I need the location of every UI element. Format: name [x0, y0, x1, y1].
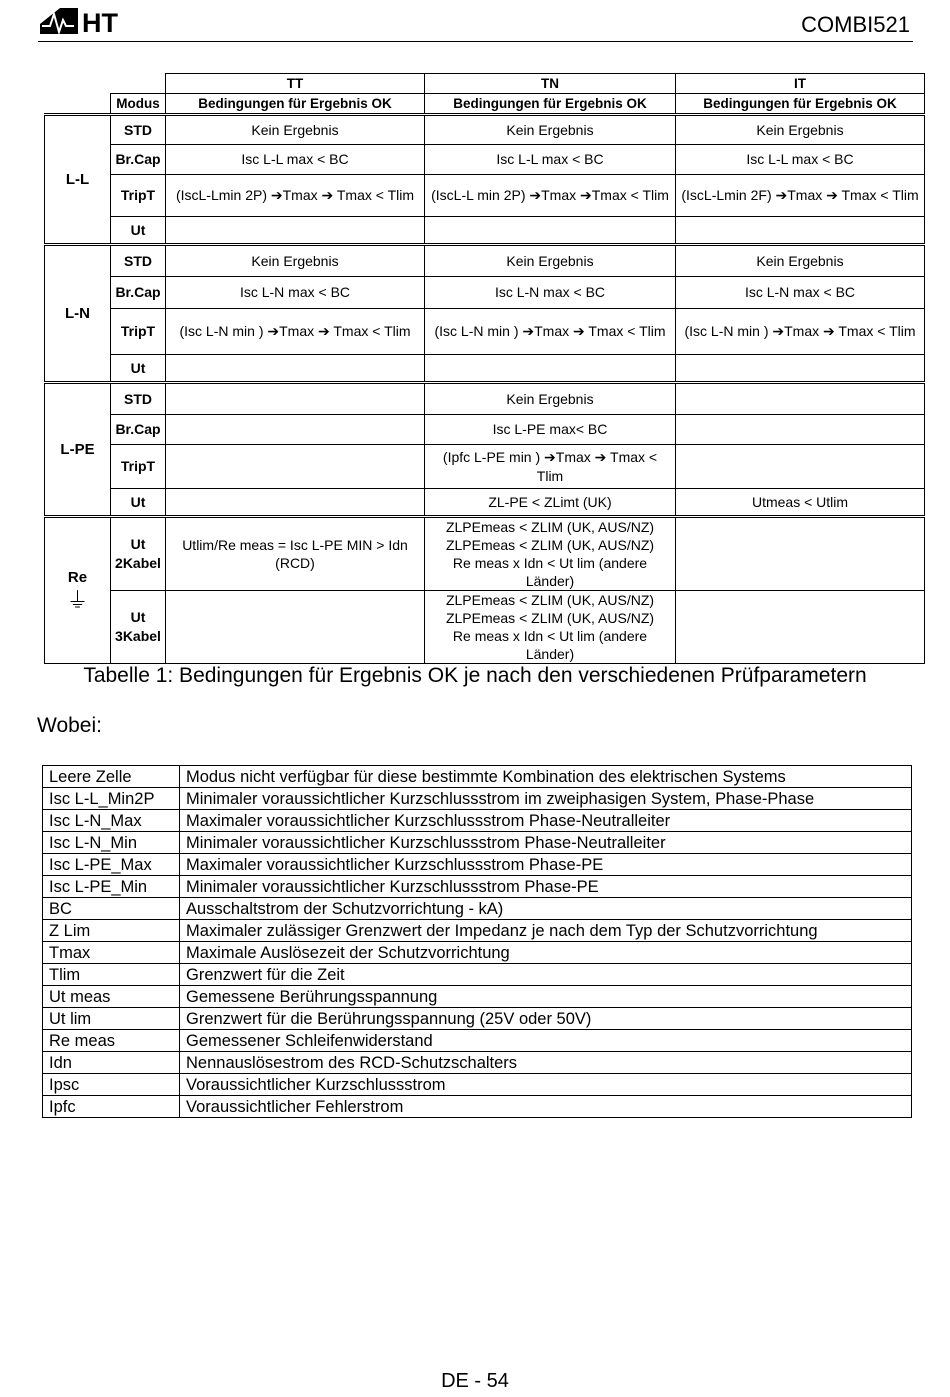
legend-desc: Ausschaltstrom der Schutzvorrichtung - kA)	[180, 898, 912, 920]
legend-row	[43, 1096, 912, 1118]
re-3kabel-row	[45, 591, 925, 664]
mode-label	[111, 517, 166, 591]
legend-row	[43, 766, 912, 788]
cell-tn: (Ipfc L-PE min ) ➔Tmax ➔ Tmax < Tlim	[425, 445, 676, 489]
legend-term: Isc L-N_Max	[43, 810, 180, 832]
legend-row	[43, 986, 912, 1008]
ln-ut-row	[45, 355, 925, 383]
legend-term: BC	[43, 898, 180, 920]
header-it: IT	[676, 74, 925, 94]
group-label-ln: L-N	[45, 245, 111, 383]
lpe-tript-row	[45, 445, 925, 489]
mode-label: Ut	[111, 217, 166, 245]
empty-cell	[166, 217, 425, 245]
cell-tt: Isc L-L max < BC	[166, 145, 425, 175]
mode-label: TripT	[111, 445, 166, 489]
lpe-std-row	[45, 383, 925, 415]
mode-label-line2: 3Kabel	[115, 628, 161, 644]
cell-it: Kein Ergebnis	[676, 115, 925, 145]
cell-tn-line3: Re meas x Idn < Ut lim (andere Länder)	[452, 628, 648, 662]
ll-std-row	[45, 115, 925, 145]
legend-desc: Minimaler voraussichtlicher Kurzschlussstrom Phase-Neutralleiter	[180, 832, 912, 854]
mode-label	[111, 591, 166, 664]
legend-row	[43, 1008, 912, 1030]
cell-it: Kein Ergebnis	[676, 245, 925, 277]
mode-label: STD	[111, 115, 166, 145]
legend-row	[43, 1052, 912, 1074]
legend-desc: Maximaler zulässiger Grenzwert der Impedanz je nach dem Typ der Schutzvorrichtung	[180, 920, 912, 942]
legend-term: Re meas	[43, 1030, 180, 1052]
group-label-ll: L-L	[45, 115, 111, 245]
empty-cell	[676, 355, 925, 383]
empty-cell	[166, 591, 425, 664]
brand-text: HT	[82, 8, 118, 38]
mode-label: STD	[111, 383, 166, 415]
legend-desc: Maximaler voraussichtlicher Kurzschlussstrom Phase-Neutralleiter	[180, 810, 912, 832]
empty-cell	[425, 217, 676, 245]
legend-row	[43, 898, 912, 920]
cell-tt: (Isc L-N min ) ➔Tmax ➔ Tmax < Tlim	[166, 309, 425, 355]
header-tt: TT	[166, 74, 425, 94]
table-caption: Tabelle 1: Bedingungen für Ergebnis OK je nach den verschiedenen Prüfparametern	[83, 664, 867, 687]
legend-term: Idn	[43, 1052, 180, 1074]
cell-tt: Utlim/Re meas = Isc L-PE MIN > Idn (RCD)	[166, 517, 425, 591]
empty-cell	[166, 383, 425, 415]
cell-tn	[425, 517, 676, 591]
legend-desc: Minimaler voraussichtlicher Kurzschlussstrom im zweiphasigen System, Phase-Phase	[180, 788, 912, 810]
empty-cell	[676, 591, 925, 664]
mode-label-line1: Ut	[130, 609, 146, 625]
cell-tn-line2: ZLPEmeas < ZLIM (UK, AUS/NZ)	[445, 610, 655, 626]
cell-tt: (IscL-Lmin 2P) ➔Tmax ➔ Tmax < Tlim	[166, 175, 425, 217]
legend-desc: Gemessener Schleifenwiderstand	[180, 1030, 912, 1052]
legend-term: Ipfc	[43, 1096, 180, 1118]
legend-desc: Voraussichtlicher Kurzschlussstrom	[180, 1074, 912, 1096]
legend-row	[43, 942, 912, 964]
legend-desc: Gemessene Berührungsspannung	[180, 986, 912, 1008]
cell-tt: Kein Ergebnis	[166, 115, 425, 145]
ll-tript-row	[45, 175, 925, 217]
legend-term: Isc L-PE_Max	[43, 854, 180, 876]
empty-cell	[166, 445, 425, 489]
legend-term: Leere Zelle	[43, 766, 180, 788]
cell-it: Utmeas < Utlim	[676, 489, 925, 517]
cell-it: (IscL-Lmin 2F) ➔Tmax ➔ Tmax < Tlim	[676, 175, 925, 217]
empty-cell	[166, 415, 425, 445]
cell-tn-line1: ZLPEmeas < ZLIM (UK, AUS/NZ)	[445, 519, 655, 535]
mode-label-line1: Ut	[130, 536, 146, 552]
cell-tn: Kein Ergebnis	[425, 383, 676, 415]
cell-tn-line3: Re meas x Idn < Ut lim (andere Länder)	[452, 555, 648, 589]
mode-label: Br.Cap	[111, 277, 166, 309]
cell-tn: (IscL-L min 2P) ➔Tmax ➔Tmax < Tlim	[425, 175, 676, 217]
cell-tn	[425, 591, 676, 664]
empty-cell	[676, 517, 925, 591]
legend-term: Tlim	[43, 964, 180, 986]
legend-desc: Minimaler voraussichtlicher Kurzschlussstrom Phase-PE	[180, 876, 912, 898]
mode-label-line2: 2Kabel	[115, 555, 161, 571]
modus-header: Modus	[111, 94, 166, 115]
ht-logo	[38, 4, 130, 38]
legend-desc: Nennauslösestrom des RCD-Schutzschalters	[180, 1052, 912, 1074]
lpe-brcap-row	[45, 415, 925, 445]
legend-row	[43, 1030, 912, 1052]
cond-header-tn: Bedingungen für Ergebnis OK	[425, 94, 676, 115]
legend-desc: Maximale Auslösezeit der Schutzvorrichtung	[180, 942, 912, 964]
cell-tt: Isc L-N max < BC	[166, 277, 425, 309]
legend-desc: Voraussichtlicher Fehlerstrom	[180, 1096, 912, 1118]
cell-it: Isc L-L max < BC	[676, 145, 925, 175]
cell-tn: ZL-PE < ZLimt (UK)	[425, 489, 676, 517]
re-2kabel-row	[45, 517, 925, 591]
group-label-lpe: L-PE	[45, 383, 111, 517]
empty-cell	[425, 355, 676, 383]
legend-row	[43, 832, 912, 854]
legend-term: Tmax	[43, 942, 180, 964]
cell-it: Isc L-N max < BC	[676, 277, 925, 309]
mode-label: Ut	[111, 489, 166, 517]
cell-tn-line1: ZLPEmeas < ZLIM (UK, AUS/NZ)	[445, 592, 655, 608]
cell-tn: Isc L-N max < BC	[425, 277, 676, 309]
mode-label: TripT	[111, 309, 166, 355]
legend-row	[43, 964, 912, 986]
legend-row	[43, 788, 912, 810]
mode-label: Br.Cap	[111, 145, 166, 175]
cell-tn: Isc L-L max < BC	[425, 145, 676, 175]
ln-brcap-row	[45, 277, 925, 309]
legend-term: Ut meas	[43, 986, 180, 1008]
mode-label: TripT	[111, 175, 166, 217]
wobei-label: Wobei:	[37, 714, 102, 737]
conditions-table	[44, 73, 925, 664]
group-label-re	[45, 517, 111, 664]
page-number: DE - 54	[441, 1370, 509, 1392]
legend-term: Ipsc	[43, 1074, 180, 1096]
ln-tript-row	[45, 309, 925, 355]
legend-desc: Maximaler voraussichtlicher Kurzschlussstrom Phase-PE	[180, 854, 912, 876]
cell-tn: Isc L-PE max< BC	[425, 415, 676, 445]
cell-tn-line2: ZLPEmeas < ZLIM (UK, AUS/NZ)	[445, 537, 655, 553]
header-tn: TN	[425, 74, 676, 94]
legend-row	[43, 1074, 912, 1096]
cond-header-it: Bedingungen für Ergebnis OK	[676, 94, 925, 115]
legend-desc: Modus nicht verfügbar für diese bestimmte Kombination des elektrischen Systems	[180, 766, 912, 788]
legend-table	[42, 765, 912, 1118]
empty-cell	[166, 355, 425, 383]
cell-tn: Kein Ergebnis	[425, 245, 676, 277]
mode-label: STD	[111, 245, 166, 277]
ll-brcap-row	[45, 145, 925, 175]
legend-desc: Grenzwert für die Berührungsspannung (25V oder 50V)	[180, 1008, 912, 1030]
empty-cell	[166, 489, 425, 517]
cell-tt: Kein Ergebnis	[166, 245, 425, 277]
legend-term: Isc L-L_Min2P	[43, 788, 180, 810]
cell-it: (Isc L-N min ) ➔Tmax ➔ Tmax < Tlim	[676, 309, 925, 355]
ll-ut-row	[45, 217, 925, 245]
legend-row	[43, 920, 912, 942]
lpe-ut-row	[45, 489, 925, 517]
legend-desc: Grenzwert für die Zeit	[180, 964, 912, 986]
legend-term: Z Lim	[43, 920, 180, 942]
cond-header-tt: Bedingungen für Ergebnis OK	[166, 94, 425, 115]
empty-cell	[676, 415, 925, 445]
model-name: COMBI521	[801, 12, 910, 37]
group-label-re-text: Re	[67, 569, 88, 586]
empty-cell	[676, 383, 925, 415]
mode-label: Br.Cap	[111, 415, 166, 445]
condition-header-row	[45, 94, 925, 115]
legend-row	[43, 854, 912, 876]
cell-tn: (Isc L-N min ) ➔Tmax ➔ Tmax < Tlim	[425, 309, 676, 355]
legend-row	[43, 810, 912, 832]
legend-term: Isc L-N_Min	[43, 832, 180, 854]
empty-cell	[676, 445, 925, 489]
legend-row	[43, 876, 912, 898]
cell-tn: Kein Ergebnis	[425, 115, 676, 145]
header-divider	[38, 41, 913, 42]
empty-cell	[676, 217, 925, 245]
mode-label: Ut	[111, 355, 166, 383]
system-header-row	[45, 74, 925, 94]
earth-ground-icon: ⏚	[66, 589, 89, 614]
legend-term: Ut lim	[43, 1008, 180, 1030]
ln-std-row	[45, 245, 925, 277]
legend-term: Isc L-PE_Min	[43, 876, 180, 898]
